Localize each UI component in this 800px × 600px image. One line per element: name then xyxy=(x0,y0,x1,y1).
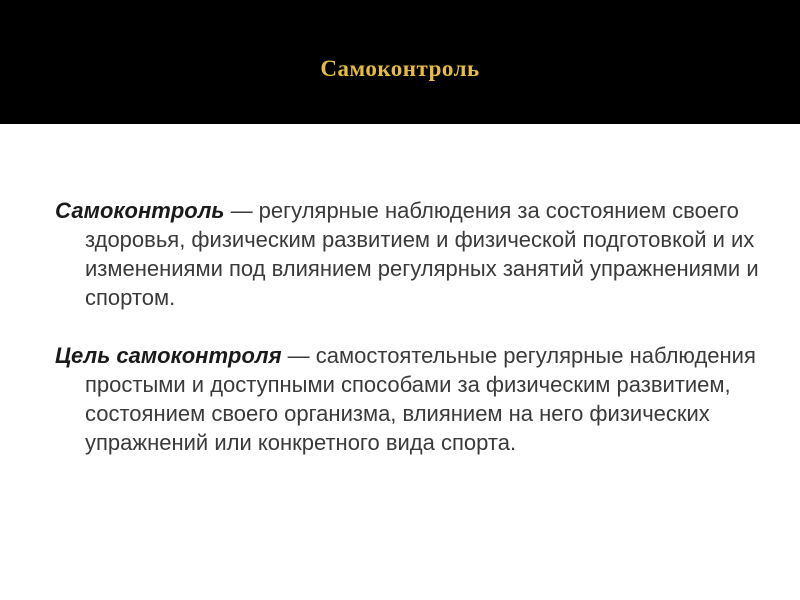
slide-body xyxy=(55,196,775,457)
definition-text: — регулярные наблюдения за состоянием своего здоровья, физическим развитием и физической подготовкой и их изменениями под влиянием регулярных занятий упражнениями и спортом. xyxy=(85,198,759,310)
slide-header xyxy=(0,0,800,124)
goal-paragraph xyxy=(55,341,775,457)
goal-term: Цель самоконтроля xyxy=(55,343,282,368)
definition-paragraph xyxy=(55,196,775,312)
goal-text: — самостоятельные регулярные наблюдения простыми и доступными способами за физическим развитием, состоянием своего организма, влиянием на него физических упражнений или конкретного вида спорта. xyxy=(85,343,756,455)
slide-title: Самоконтроль xyxy=(320,56,480,81)
definition-term: Самоконтроль xyxy=(55,198,225,223)
